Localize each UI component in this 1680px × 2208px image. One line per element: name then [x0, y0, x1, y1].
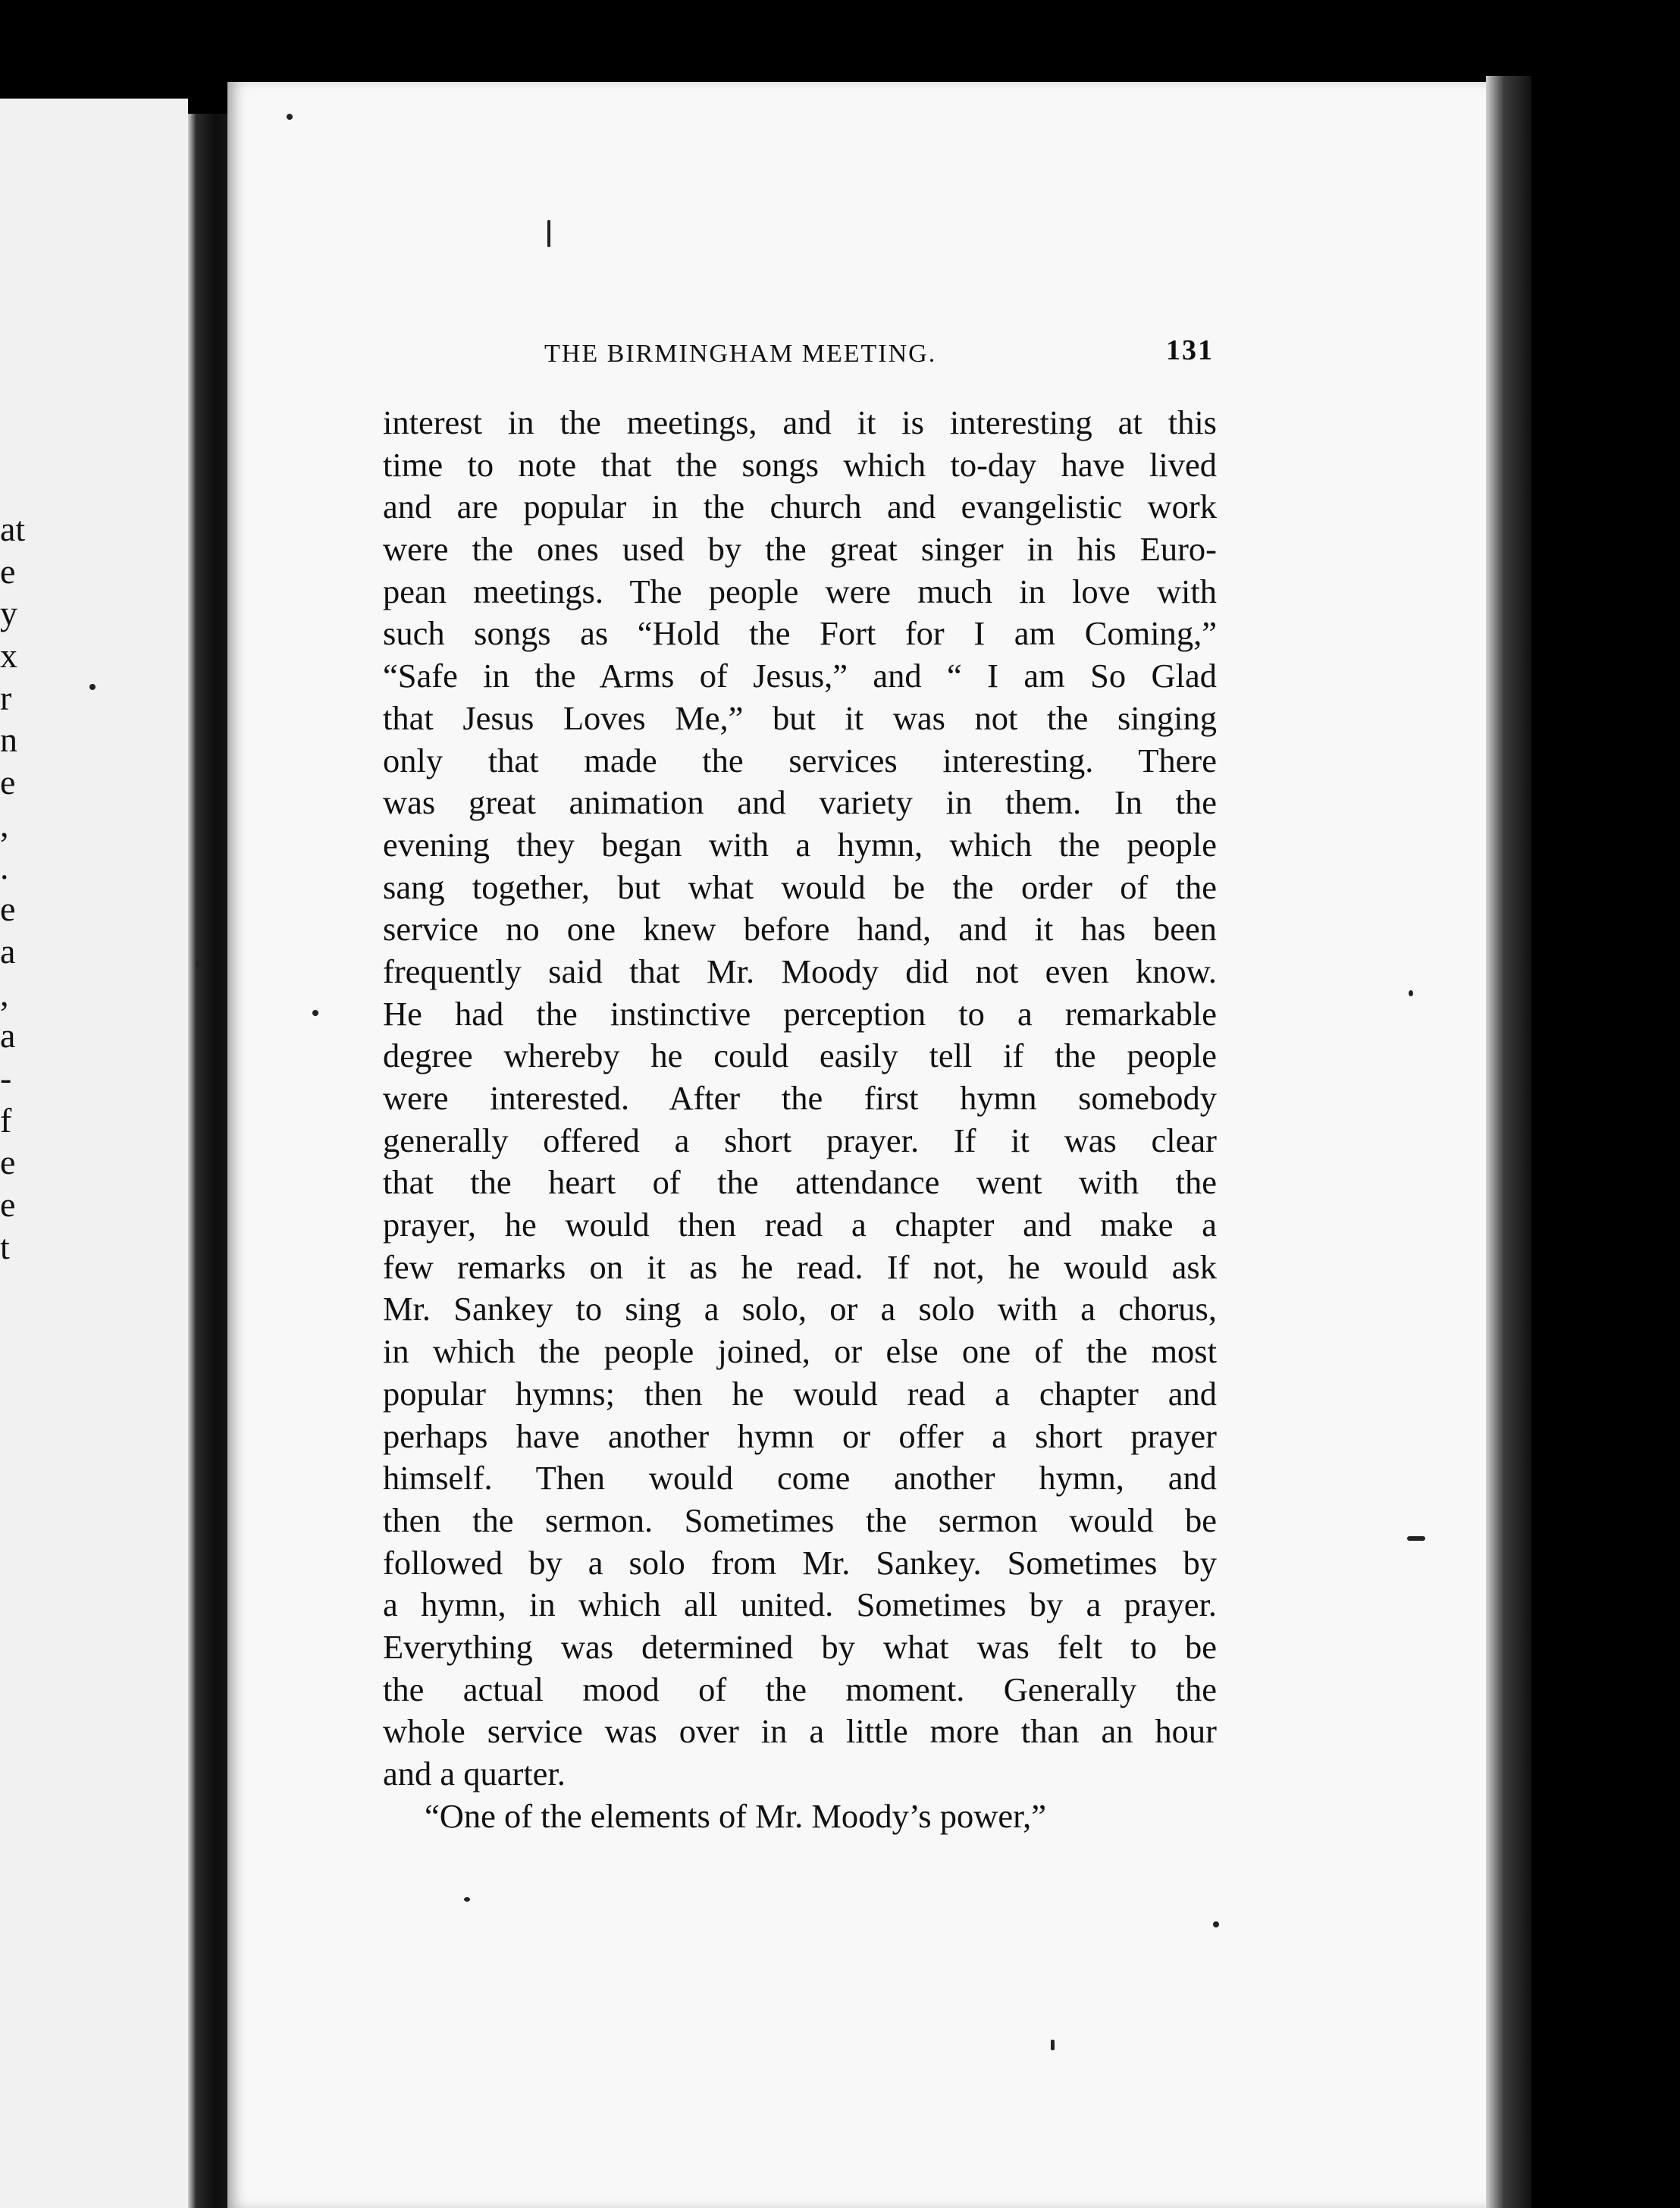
previous-page-fragment: ,: [0, 974, 9, 1013]
previous-page-fragment: n: [0, 720, 17, 760]
page-number: 131: [1166, 334, 1214, 366]
scan-speck: [1051, 2040, 1055, 2050]
text-line: Everything was determined by what was felt to be: [383, 1627, 1217, 1666]
text-line: the actual mood of the moment. Generally the: [383, 1670, 1217, 1708]
text-line: popular hymns; then he would read a chapter and: [383, 1374, 1217, 1413]
previous-page-fragment: ,: [0, 804, 9, 844]
text-line: degree whereby he could easily tell if the people: [383, 1037, 1217, 1075]
previous-page-fragment: at: [0, 510, 26, 548]
previous-page-fragment: e: [0, 889, 16, 929]
previous-page-fragment: a: [0, 931, 16, 971]
previous-page-fragment: t: [0, 1227, 10, 1266]
text-line: and a quarter.: [383, 1755, 566, 1792]
text-line: only that made the services interesting. There: [383, 741, 1217, 779]
scan-speck: [287, 114, 293, 120]
text-line: himself. Then would come another hymn, and: [383, 1459, 1217, 1498]
previous-page-fragment: e: [0, 1143, 16, 1182]
text-line: evening they began with a hymn, which the people: [383, 825, 1217, 864]
previous-page-fragment: a: [0, 1016, 16, 1055]
previous-page-fragment: e: [0, 1185, 16, 1224]
text-line: service no one knew before hand, and it has been: [383, 910, 1217, 949]
scan-speck: [1407, 1536, 1425, 1541]
previous-page-text-fragments: [0, 508, 30, 1268]
previous-page-fragment: r: [0, 678, 12, 717]
text-line: then the sermon. Sometimes the sermon would be: [383, 1501, 1217, 1539]
text-line: time to note that the songs which to-day have lived: [383, 445, 1217, 484]
text-line: generally offered a short prayer. If it was clear: [383, 1121, 1217, 1159]
scan-speck: [312, 1010, 318, 1016]
body-text: [383, 402, 1217, 1837]
text-line: that the heart of the attendance went with the: [383, 1163, 1217, 1202]
scan-speck: [196, 961, 202, 968]
text-line: and are popular in the church and evangelistic work: [383, 488, 1217, 526]
text-line: perhaps have another hymn or offer a short prayer: [383, 1416, 1217, 1455]
previous-page-fragment: y: [0, 594, 17, 633]
previous-page-fragment: .: [0, 847, 9, 886]
scan-speck: [464, 1897, 470, 1902]
text-line: that Jesus Loves Me,” but it was not the singing: [383, 698, 1217, 737]
text-line: were interested. After the first hymn somebody: [383, 1079, 1217, 1117]
text-line: “Safe in the Arms of Jesus,” and “ I am So Glad: [383, 657, 1217, 695]
text-line: frequently said that Mr. Moody did not even know.: [383, 952, 1217, 990]
text-line: in which the people joined, or else one of the most: [383, 1332, 1217, 1371]
previous-page-fragment: f: [0, 1100, 12, 1140]
text-line: were the ones used by the great singer in his Euro-: [383, 530, 1217, 569]
text-line: prayer, he would then read a chapter and make a: [383, 1206, 1217, 1244]
scan-speck: [1409, 990, 1413, 996]
previous-page-fragment: -: [0, 1058, 12, 1097]
text-line: few remarks on it as he read. If not, he would ask: [383, 1247, 1217, 1286]
text-line: a hymn, in which all united. Sometimes by a prayer.: [383, 1585, 1217, 1624]
page-content: [383, 334, 1217, 1835]
text-line: interest in the meetings, and it is interesting at this: [383, 403, 1217, 441]
text-line: such songs as “Hold the Fort for I am Coming,”: [383, 614, 1217, 653]
scan-speck: [547, 220, 550, 247]
running-title: THE BIRMINGHAM MEETING.: [544, 340, 937, 368]
previous-page-fragment: e: [0, 763, 16, 802]
running-head: [383, 334, 1217, 379]
text-line: whole service was over in a little more than an hour: [383, 1712, 1217, 1751]
scan-speck: [89, 684, 96, 690]
text-line: sang together, but what would be the order of the: [383, 867, 1217, 906]
scan-speck: [1213, 1921, 1219, 1927]
previous-page-fragment: e: [0, 551, 16, 591]
previous-page-fragment: x: [0, 636, 17, 676]
text-line: was great animation and variety in them. In the: [383, 783, 1217, 822]
book-gutter: [188, 114, 234, 2208]
text-line: followed by a solo from Mr. Sankey. Sometimes by: [383, 1543, 1217, 1582]
text-line: He had the instinctive perception to a remarkable: [383, 994, 1217, 1033]
text-line: “One of the elements of Mr. Moody’s power,”: [425, 1796, 1047, 1835]
text-line: Mr. Sankey to sing a solo, or a solo with a chorus,: [383, 1290, 1217, 1328]
page-edge-shadow: [1486, 76, 1531, 2208]
text-line: pean meetings. The people were much in love with: [383, 572, 1217, 610]
previous-page-edge: [0, 99, 188, 2208]
